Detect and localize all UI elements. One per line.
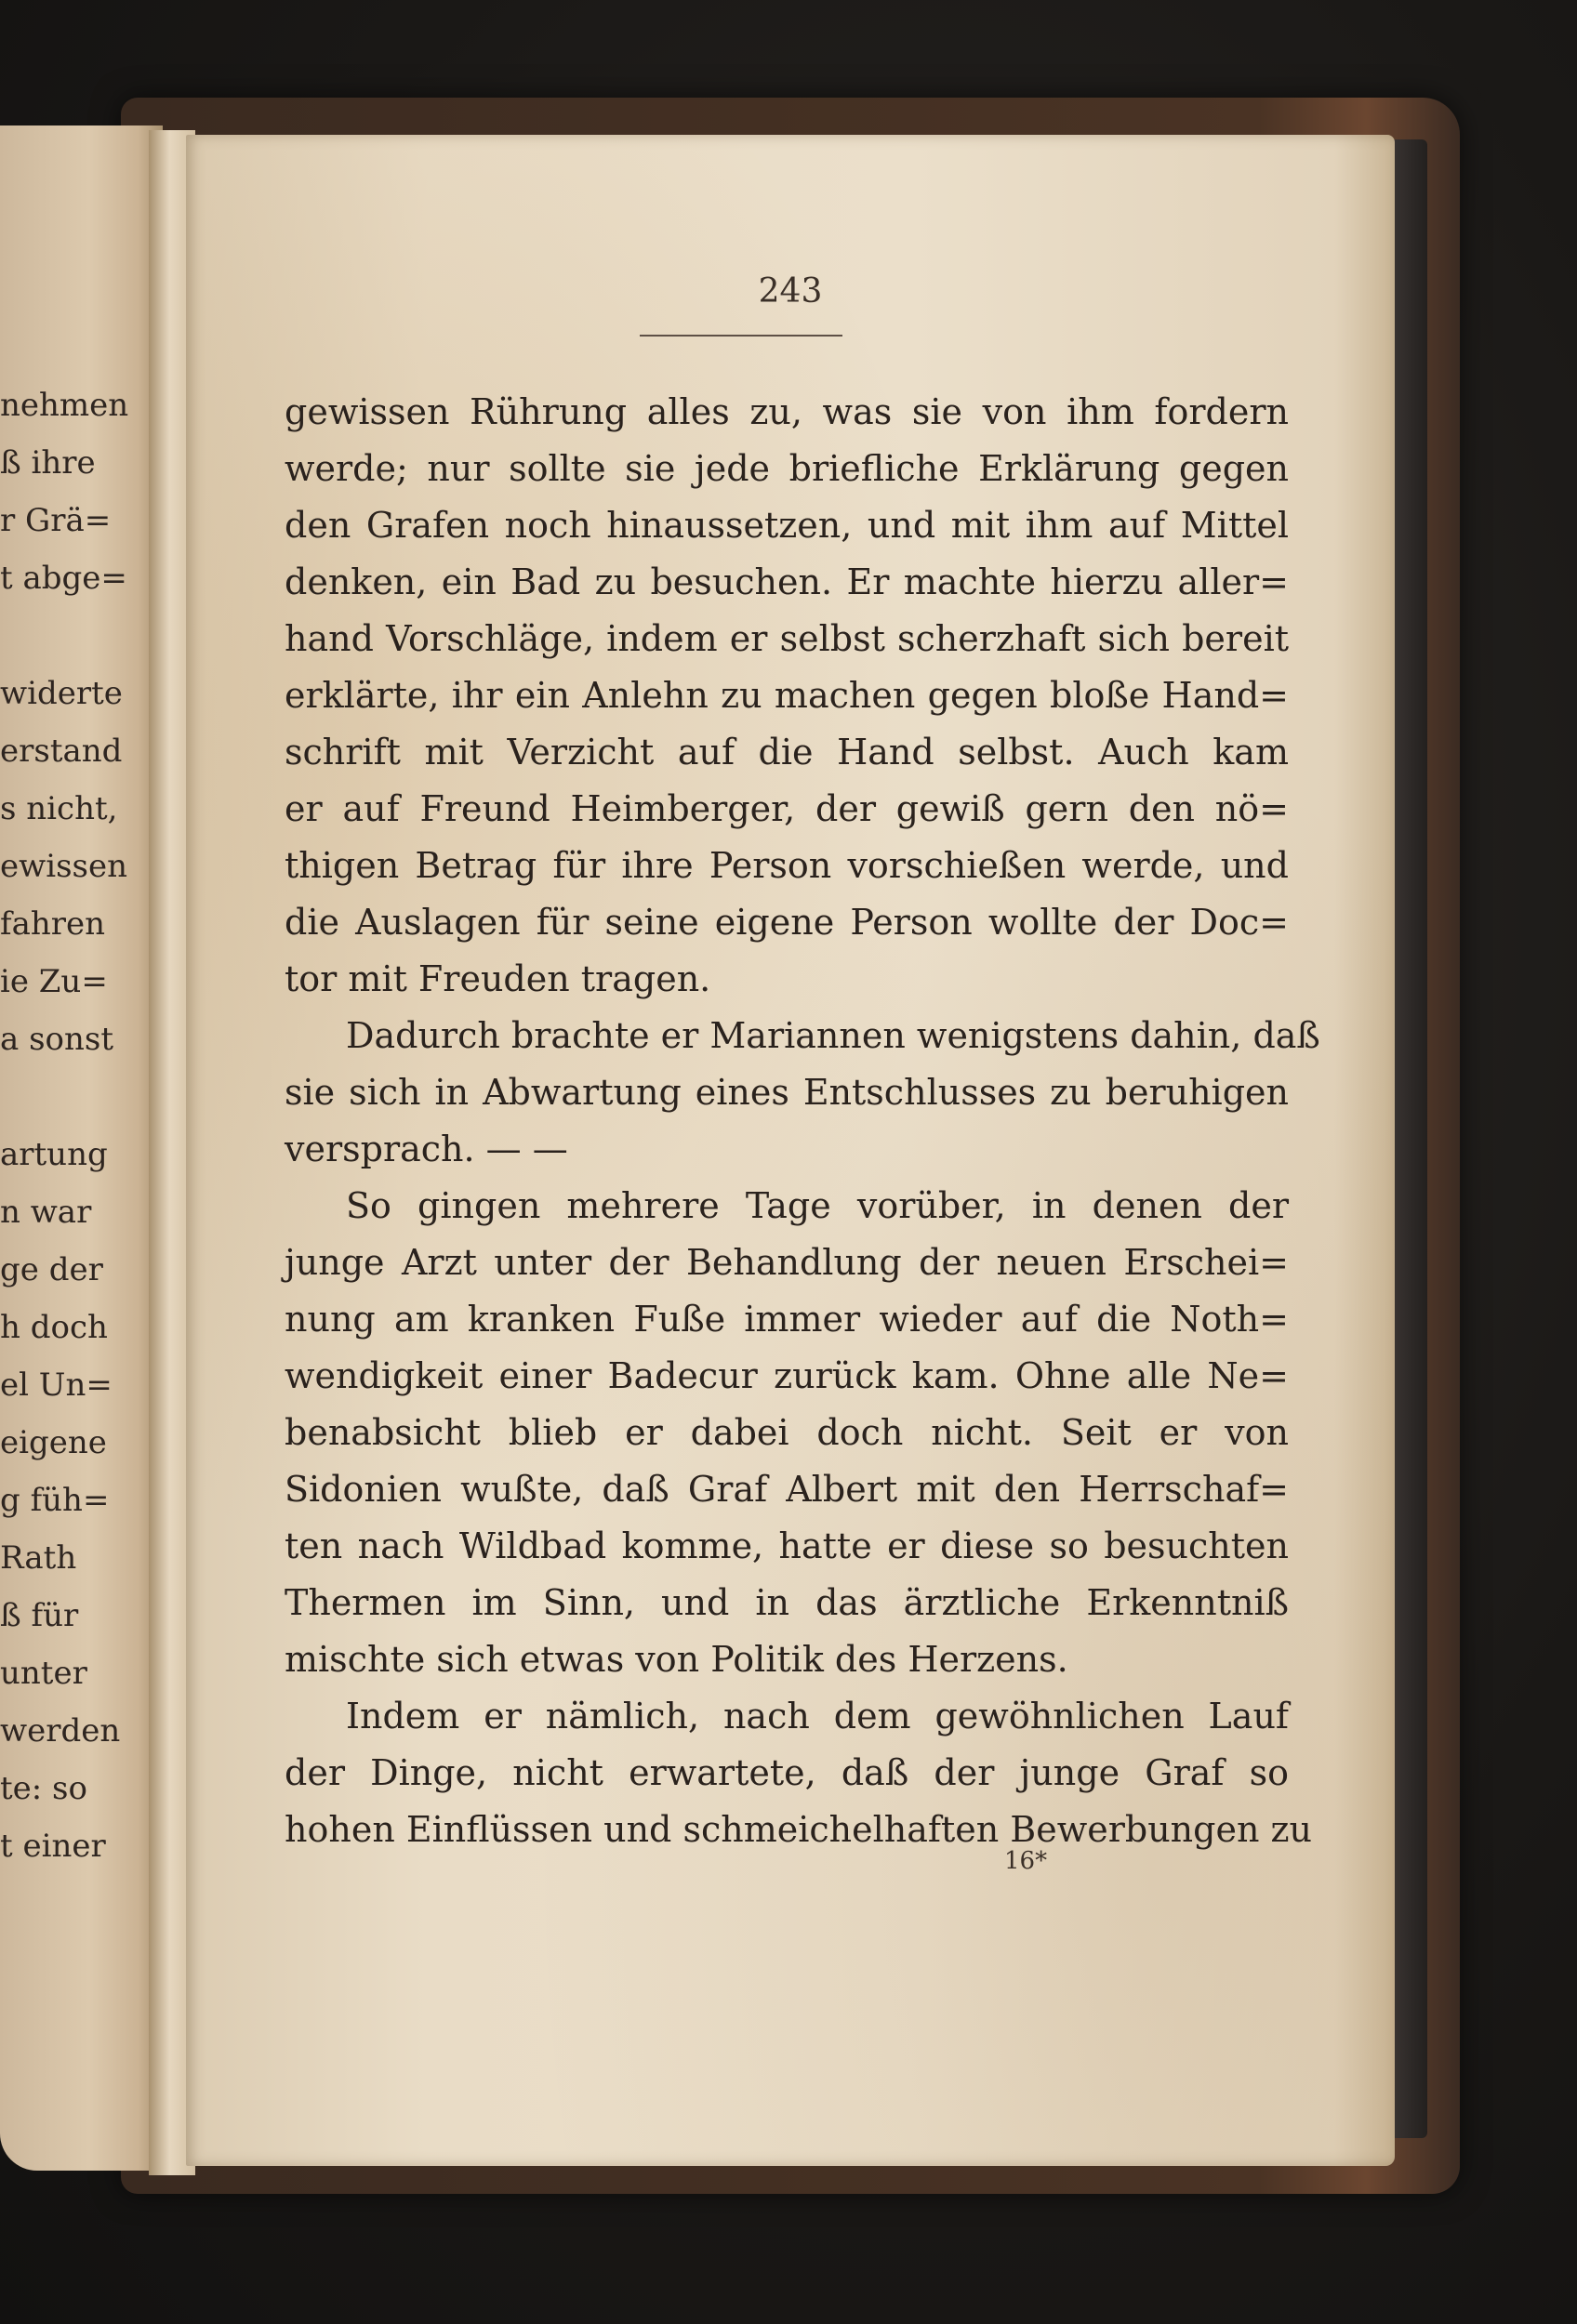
left-page-line: ß ihre xyxy=(0,444,96,482)
left-page-line: fahren xyxy=(0,905,106,943)
text-line: mischte sich etwas von Politik des Herzens. xyxy=(285,1639,1068,1680)
text-line: Thermen im Sinn, und in das ärztliche Erkenntniß xyxy=(285,1582,1289,1623)
text-line: der Dinge, nicht erwartete, daß der junge Graf so xyxy=(285,1752,1289,1793)
text-line: Indem er nämlich, nach dem gewöhnlichen Lauf xyxy=(346,1696,1289,1736)
left-page-line: t abge= xyxy=(0,560,127,597)
text-line: denken, ein Bad zu besuchen. Er machte hierzu aller= xyxy=(285,561,1289,602)
left-page-line: t einer xyxy=(0,1828,106,1865)
text-line: Sidonien wußte, daß Graf Albert mit den Herrschaf= xyxy=(285,1469,1289,1510)
text-line: erklärte, ihr ein Anlehn zu machen gegen bloße Hand= xyxy=(285,675,1289,716)
text-line: tor mit Freuden tragen. xyxy=(285,958,711,999)
left-page-line: r Grä= xyxy=(0,502,112,539)
left-page-line: ß für xyxy=(0,1597,79,1634)
text-line: nung am kranken Fuße immer wieder auf die Noth= xyxy=(285,1299,1289,1340)
left-page-line: a sonst xyxy=(0,1021,114,1058)
left-page-line: ge der xyxy=(0,1251,103,1288)
text-line: werde; nur sollte sie jede briefliche Erklärung gegen xyxy=(285,448,1289,489)
left-page-line: te: so xyxy=(0,1770,87,1807)
left-page-line: h doch xyxy=(0,1309,108,1346)
text-line: ten nach Wildbad komme, hatte er diese so besuchten xyxy=(285,1525,1289,1566)
text-line: versprach. — — xyxy=(285,1129,568,1169)
left-page-line: el Un= xyxy=(0,1367,113,1404)
text-line: er auf Freund Heimberger, der gewiß gern den nö= xyxy=(285,788,1289,829)
left-page-line xyxy=(0,607,163,665)
header-rule xyxy=(640,335,842,337)
left-page-text xyxy=(0,376,163,1875)
left-page-line xyxy=(0,1068,163,1126)
text-line: wendigkeit einer Badecur zurück kam. Ohne alle Ne= xyxy=(285,1355,1289,1396)
left-page-line: ie Zu= xyxy=(0,963,108,1000)
text-line: So gingen mehrere Tage vorüber, in denen der xyxy=(346,1185,1289,1226)
left-page-line: eigene xyxy=(0,1424,107,1461)
left-page-line: ewissen xyxy=(0,848,128,885)
left-page-line: s nicht, xyxy=(0,790,118,827)
left-page-line: n war xyxy=(0,1194,92,1231)
text-line: sie sich in Abwartung eines Entschlusses zu beruhigen xyxy=(285,1072,1289,1113)
left-page-line: unter xyxy=(0,1655,87,1692)
text-line: den Grafen noch hinaussetzen, und mit ihm auf Mittel xyxy=(285,505,1289,546)
page-number: 243 xyxy=(758,272,823,310)
text-line: junge Arzt unter der Behandlung der neuen Erschei= xyxy=(285,1242,1289,1283)
text-line: Dadurch brachte er Mariannen wenigstens dahin, daß xyxy=(346,1015,1320,1056)
left-page-line: artung xyxy=(0,1136,108,1173)
text-line: thigen Betrag für ihre Person vorschießen werde, und xyxy=(285,845,1289,886)
left-page-line: widerte xyxy=(0,675,123,712)
text-line: hohen Einflüssen und schmeichelhaften Bewerbungen zu xyxy=(285,1809,1313,1850)
right-page xyxy=(186,135,1395,2166)
text-line: benabsicht blieb er dabei doch nicht. Seit er von xyxy=(285,1412,1289,1453)
left-page xyxy=(0,125,163,2171)
text-line: hand Vorschläge, indem er selbst scherzhaft sich bereit xyxy=(285,618,1289,659)
body-text xyxy=(285,384,1320,1858)
text-line: schrift mit Verzicht auf die Hand selbst. Auch kam xyxy=(285,732,1289,772)
left-page-line: Rath xyxy=(0,1539,77,1577)
signature-mark: 16* xyxy=(1004,1847,1048,1875)
left-page-line: werden xyxy=(0,1712,121,1750)
left-page-line: g füh= xyxy=(0,1482,110,1519)
left-page-line: erstand xyxy=(0,733,123,770)
text-line: gewissen Rührung alles zu, was sie von ihm fordern xyxy=(285,391,1289,432)
left-page-line: nehmen xyxy=(0,387,129,424)
text-line: die Auslagen für seine eigene Person wollte der Doc= xyxy=(285,902,1289,943)
